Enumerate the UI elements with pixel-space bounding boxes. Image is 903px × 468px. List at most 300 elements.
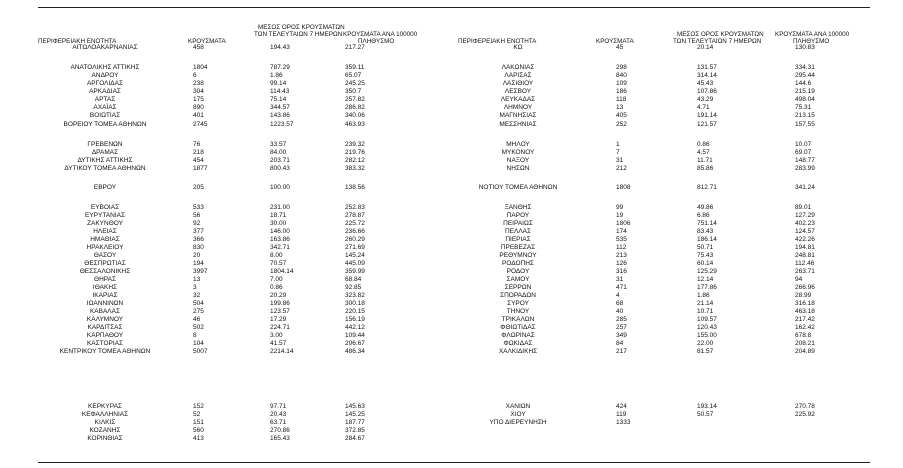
- avg-cell: 99.14: [270, 80, 287, 87]
- avg-cell: 314.14: [697, 72, 717, 79]
- avg-cell: 224.71: [270, 324, 290, 331]
- table-row: [38, 112, 448, 120]
- cases-cell: 32: [193, 292, 201, 299]
- avg-cell: 177.86: [697, 284, 717, 291]
- region-cell: ΚΑΒΑΛΑΣ: [89, 308, 121, 315]
- avg-cell: 1804.14: [270, 268, 294, 275]
- avg-cell: 20.14: [697, 44, 714, 51]
- cases-cell: 186: [616, 88, 627, 95]
- region-cell: ΗΡΑΚΛΕΙΟΥ: [86, 244, 124, 251]
- cases-cell: 45: [616, 44, 624, 51]
- cases-cell: 458: [193, 44, 204, 51]
- avg-cell: 165.43: [270, 435, 290, 442]
- avg-cell: 163.86: [270, 236, 290, 243]
- table-row: [38, 141, 448, 149]
- avg-cell: 194.43: [270, 44, 290, 51]
- table-row: [458, 64, 870, 72]
- table-row: [38, 340, 448, 348]
- region-cell: ΠΕΛΛΑΣ: [504, 228, 532, 235]
- avg-cell: 21.14: [697, 300, 714, 307]
- per100k-cell: 316.18: [795, 300, 815, 307]
- header-per100k-line1: ΚΡΟΥΣΜΑΤΑ ΑΝΑ 100000: [775, 31, 850, 38]
- cases-cell: 175: [193, 96, 204, 103]
- table-row: [38, 348, 448, 356]
- avg-cell: 84.00: [270, 149, 287, 156]
- per100k-cell: 678.8: [795, 332, 812, 339]
- table-row: [38, 252, 448, 260]
- per100k-cell: 124.57: [795, 228, 815, 235]
- cases-cell: 471: [616, 284, 627, 291]
- avg-cell: 85.86: [697, 165, 714, 172]
- per100k-cell: 220.15: [345, 308, 365, 315]
- region-cell: ΗΜΑΘΙΑΣ: [90, 236, 120, 243]
- table-row: [38, 435, 448, 443]
- per100k-cell: 144.6: [795, 80, 812, 87]
- header-region: ΠΕΡΙΦΕΡΕΙΑΚΗ ΕΝΟΤΗΤΑ: [38, 38, 117, 45]
- avg-cell: 1.86: [270, 72, 283, 79]
- region-cell: ΜΥΚΟΝΟΥ: [501, 149, 535, 156]
- region-cell: ΝΗΣΩΝ: [506, 165, 530, 172]
- per100k-cell: 75.31: [795, 104, 812, 111]
- per100k-cell: 341.24: [795, 184, 815, 191]
- per100k-cell: 257.82: [345, 96, 365, 103]
- avg-cell: 10.71: [697, 308, 714, 315]
- cases-cell: 1: [616, 141, 620, 148]
- table-row: [38, 44, 448, 52]
- avg-cell: 11.71: [697, 157, 713, 164]
- per100k-cell: 145.25: [345, 411, 365, 418]
- table-row: [458, 308, 870, 316]
- avg-cell: 75.43: [697, 252, 714, 259]
- table-row: [458, 149, 870, 157]
- table-row: [458, 284, 870, 292]
- avg-cell: 131.57: [697, 64, 717, 71]
- region-cell: ΚΑΣΤΟΡΙΑΣ: [86, 340, 124, 347]
- cases-cell: 3: [193, 284, 197, 291]
- per100k-cell: 463.93: [345, 121, 365, 128]
- cases-cell: 830: [193, 244, 204, 251]
- table-row: [38, 427, 448, 435]
- header-avg-line2: ΤΩΝ ΤΕΛΕΥΤΑΙΩΝ 7 ΗΜΕΡΩΝ: [254, 31, 343, 38]
- bottom-rule: [38, 462, 870, 463]
- region-cell: ΒΟΡΕΙΟΥ ΤΟΜΕΑ ΑΘΗΝΩΝ: [63, 121, 147, 128]
- per100k-cell: 263.71: [795, 268, 815, 275]
- cases-cell: 84: [616, 340, 624, 347]
- table-row: [38, 292, 448, 300]
- avg-cell: 0.86: [697, 141, 710, 148]
- table-row: [38, 157, 448, 165]
- cases-cell: 252: [616, 121, 627, 128]
- avg-cell: 12.14: [697, 276, 714, 283]
- per100k-cell: 213.15: [795, 112, 815, 119]
- region-cell: ΛΕΣΒΟΥ: [504, 88, 532, 95]
- region-cell: ΧΑΝΙΩΝ: [505, 403, 531, 410]
- region-cell: ΛΑΚΩΝΙΑΣ: [501, 64, 535, 71]
- cases-cell: 31: [616, 276, 624, 283]
- avg-cell: 4.57: [697, 149, 710, 156]
- header-per100k-line1: ΚΡΟΥΣΜΑΤΑ ΑΝΑ 100000: [343, 31, 418, 38]
- per100k-cell: 65.07: [345, 72, 362, 79]
- avg-cell: 43.29: [697, 96, 714, 103]
- per100k-cell: 248.81: [795, 252, 815, 259]
- region-cell: ΔΡΑΜΑΣ: [91, 149, 119, 156]
- cases-cell: 535: [616, 236, 627, 243]
- table-row: [458, 236, 870, 244]
- region-cell: ΖΑΚΥΝΘΟΥ: [87, 220, 123, 227]
- per100k-cell: 372.85: [345, 427, 365, 434]
- table-row: [458, 332, 870, 340]
- region-cell: ΔΥΤΙΚΟΥ ΤΟΜΕΑ ΑΘΗΝΩΝ: [64, 165, 146, 172]
- per100k-cell: 300.18: [345, 300, 365, 307]
- avg-cell: 22.00: [697, 340, 714, 347]
- header-per100k-line2: ΠΛΗΘΥΣΜΟ: [793, 38, 830, 45]
- cases-cell: 112: [616, 244, 627, 251]
- per100k-cell: 334.31: [795, 64, 815, 71]
- region-cell: ΣΥΡΟΥ: [507, 300, 529, 307]
- region-cell: ΘΕΣΠΡΩΤΙΑΣ: [84, 260, 126, 267]
- table-row: [458, 276, 870, 284]
- cases-cell: 46: [193, 316, 201, 323]
- per100k-cell: 10.07: [795, 141, 812, 148]
- region-cell: ΦΘΙΩΤΙΔΑΣ: [500, 324, 536, 331]
- region-cell: ΡΟΔΟΠΗΣ: [502, 260, 534, 267]
- avg-cell: 123.57: [270, 308, 290, 315]
- per100k-cell: 271.69: [345, 244, 365, 251]
- cases-cell: 504: [193, 300, 204, 307]
- cases-cell: 454: [193, 157, 204, 164]
- cases-cell: 6: [193, 72, 197, 79]
- per100k-cell: 239.32: [345, 141, 365, 148]
- table-row: [458, 228, 870, 236]
- region-cell: ΜΗΛΟΥ: [506, 141, 530, 148]
- table-row: [38, 64, 448, 72]
- per100k-cell: 463.18: [795, 308, 815, 315]
- region-cell: ΑΝΔΡΟΥ: [91, 72, 119, 79]
- region-cell: ΧΙΟΥ: [510, 411, 526, 418]
- table-row: [38, 104, 448, 112]
- table-row: [38, 80, 448, 88]
- avg-cell: 125.29: [697, 268, 717, 275]
- table-row: [38, 244, 448, 252]
- table-row: [458, 324, 870, 332]
- table-row: [38, 284, 448, 292]
- table-row: [458, 316, 870, 324]
- cases-cell: 413: [193, 435, 204, 442]
- table-row: [38, 88, 448, 96]
- avg-cell: 751.14: [697, 220, 717, 227]
- region-cell: ΚΕΝΤΡΙΚΟΥ ΤΟΜΕΑ ΑΘΗΝΩΝ: [59, 348, 151, 355]
- region-cell: ΚΕΦΑΛΛΗΝΙΑΣ: [81, 411, 129, 418]
- per100k-cell: 225.72: [345, 220, 365, 227]
- region-cell: ΝΑΞΟΥ: [506, 157, 530, 164]
- per100k-cell: 89.01: [795, 204, 812, 211]
- avg-cell: 63.71: [270, 419, 287, 426]
- per100k-cell: 282.12: [345, 157, 365, 164]
- cases-cell: 119: [616, 411, 627, 418]
- cases-cell: 8: [193, 332, 197, 339]
- region-cell: ΠΙΕΡΙΑΣ: [505, 236, 531, 243]
- cases-cell: 205: [193, 184, 204, 191]
- avg-cell: 121.57: [697, 121, 717, 128]
- region-cell: ΓΡΕΒΕΝΩΝ: [87, 141, 123, 148]
- table-row: [38, 403, 448, 411]
- table-row: [458, 80, 870, 88]
- per100k-cell: 194.81: [795, 244, 815, 251]
- avg-cell: 0.86: [270, 284, 283, 291]
- cases-cell: 13: [193, 276, 201, 283]
- cases-cell: 401: [193, 112, 204, 119]
- header-avg-line2: ΤΩΝ ΤΕΛΕΥΤΑΙΩΝ 7 ΗΜΕΡΩΝ: [673, 38, 762, 45]
- table-row: [458, 212, 870, 220]
- avg-cell: 75.14: [270, 96, 287, 103]
- region-cell: ΝΟΤΙΟΥ ΤΟΜΕΑ ΑΘΗΝΩΝ: [478, 184, 558, 191]
- table-row: [38, 332, 448, 340]
- per100k-cell: 422.26: [795, 236, 815, 243]
- table-row: [458, 141, 870, 149]
- cases-cell: 304: [193, 88, 204, 95]
- region-cell: ΡΕΘΥΜΝΟΥ: [499, 252, 537, 259]
- cases-cell: 533: [193, 204, 204, 211]
- table-row: [458, 104, 870, 112]
- per100k-cell: 383.32: [345, 165, 365, 172]
- region-cell: ΠΡΕΒΕΖΑΣ: [500, 244, 536, 251]
- cases-cell: 212: [616, 165, 627, 172]
- cases-cell: 152: [193, 403, 204, 410]
- table-row: [38, 149, 448, 157]
- cases-cell: 118: [616, 96, 627, 103]
- region-cell: ΗΛΕΙΑΣ: [93, 228, 117, 235]
- avg-cell: 146.00: [270, 228, 290, 235]
- cases-cell: 31: [616, 157, 624, 164]
- table-row: [458, 419, 870, 427]
- per100k-cell: 145.63: [345, 403, 365, 410]
- region-cell: ΥΠΟ ΔΙΕΡΕΥΝΗΣΗ: [489, 419, 547, 426]
- region-cell: ΚΟΖΑΝΗΣ: [89, 427, 121, 434]
- per100k-cell: 94: [795, 276, 803, 283]
- avg-cell: 155.00: [697, 332, 717, 339]
- avg-cell: 20.29: [270, 292, 287, 299]
- avg-cell: 17.29: [270, 316, 287, 323]
- cases-cell: 104: [193, 340, 204, 347]
- cases-cell: 13: [616, 104, 624, 111]
- header-region: ΠΕΡΙΦΕΡΕΙΑΚΗ ΕΝΟΤΗΤΑ: [458, 38, 537, 45]
- cases-cell: 68: [616, 300, 624, 307]
- header-avg-line1: ΜΕΣΟΣ ΟΡΟΣ ΚΡΟΥΣΜΑΤΩΝ: [258, 24, 345, 31]
- per100k-cell: 283.99: [795, 165, 815, 172]
- region-cell: ΠΑΡΟΥ: [506, 212, 530, 219]
- avg-cell: 270.86: [270, 427, 290, 434]
- region-cell: ΦΩΚΙΔΑΣ: [503, 340, 533, 347]
- avg-cell: 1.86: [697, 292, 710, 299]
- per100k-cell: 284.67: [345, 435, 365, 442]
- cases-cell: 126: [616, 260, 627, 267]
- avg-cell: 199.86: [270, 300, 290, 307]
- region-cell: ΜΑΓΝΗΣΙΑΣ: [499, 112, 537, 119]
- table-row: [458, 184, 870, 192]
- table-row: [458, 96, 870, 104]
- table-row: [458, 112, 870, 120]
- avg-cell: 8.00: [270, 252, 283, 259]
- cases-cell: 213: [616, 252, 627, 259]
- region-cell: ΙΚΑΡΙΑΣ: [92, 292, 118, 299]
- per100k-cell: 498.04: [795, 96, 815, 103]
- avg-cell: 800.43: [270, 165, 290, 172]
- region-cell: ΕΥΡΥΤΑΝΙΑΣ: [84, 212, 126, 219]
- avg-cell: 50.71: [697, 244, 714, 251]
- avg-cell: 33.57: [270, 141, 287, 148]
- avg-cell: 7.00: [270, 276, 283, 283]
- table-row: [38, 276, 448, 284]
- region-cell: ΑΙΤΩΛΟΑΚΑΡΝΑΝΙΑΣ: [72, 44, 138, 51]
- table-row: [38, 324, 448, 332]
- avg-cell: 49.86: [697, 204, 714, 211]
- region-cell: ΙΘΑΚΗΣ: [92, 284, 118, 291]
- region-cell: ΕΥΒΟΙΑΣ: [90, 204, 120, 211]
- cases-cell: 366: [193, 236, 204, 243]
- table-row: [458, 300, 870, 308]
- cases-cell: 502: [193, 324, 204, 331]
- cases-cell: 174: [616, 228, 627, 235]
- table-row: [38, 308, 448, 316]
- table-row: [38, 212, 448, 220]
- table-row: [458, 411, 870, 419]
- cases-cell: 840: [616, 72, 627, 79]
- avg-cell: 18.71: [270, 212, 287, 219]
- cases-cell: 7: [616, 149, 620, 156]
- region-cell: ΛΑΣΙΘΙΟΥ: [502, 80, 534, 87]
- per100k-cell: 157.55: [795, 121, 815, 128]
- region-cell: ΚΟΡΙΝΘΙΑΣ: [87, 435, 123, 442]
- per100k-cell: 156.19: [345, 316, 365, 323]
- per100k-cell: 323.82: [345, 292, 365, 299]
- per100k-cell: 225.92: [795, 411, 815, 418]
- avg-cell: 186.14: [697, 236, 717, 243]
- table-row: [458, 72, 870, 80]
- per100k-cell: 260.29: [345, 236, 365, 243]
- cases-cell: 890: [193, 104, 204, 111]
- per100k-cell: 112.46: [795, 260, 815, 267]
- cases-cell: 5007: [193, 348, 208, 355]
- table-row: [38, 121, 448, 129]
- cases-cell: 1804: [193, 64, 208, 71]
- table-row: [38, 165, 448, 173]
- per100k-cell: 295.44: [795, 72, 815, 79]
- table-row: [458, 44, 870, 52]
- per100k-cell: 402.23: [795, 220, 815, 227]
- avg-cell: 342.71: [270, 244, 290, 251]
- cases-cell: 76: [193, 141, 201, 148]
- region-cell: ΛΕΥΚΑΔΑΣ: [500, 96, 536, 103]
- per100k-cell: 350.7: [345, 88, 362, 95]
- table-row: [38, 268, 448, 276]
- cases-cell: 349: [616, 332, 627, 339]
- table-row: [38, 419, 448, 427]
- region-cell: ΤΗΝΟΥ: [506, 308, 530, 315]
- avg-cell: 193.14: [697, 403, 717, 410]
- cases-cell: 3997: [193, 268, 208, 275]
- cases-cell: 316: [616, 268, 627, 275]
- region-cell: ΜΕΣΣΗΝΙΑΣ: [499, 121, 537, 128]
- per100k-cell: 236.66: [345, 228, 365, 235]
- avg-cell: 787.29: [270, 64, 290, 71]
- per100k-cell: 278.87: [345, 212, 365, 219]
- cases-cell: 405: [616, 112, 627, 119]
- per100k-cell: 208.21: [795, 340, 815, 347]
- region-cell: ΡΟΔΟΥ: [506, 268, 530, 275]
- table-row: [38, 72, 448, 80]
- region-cell: ΣΠΟΡΑΔΩΝ: [500, 292, 536, 299]
- per100k-cell: 69.07: [795, 149, 812, 156]
- per100k-cell: 92.85: [345, 284, 362, 291]
- avg-cell: 231.00: [270, 204, 290, 211]
- cases-cell: 2745: [193, 121, 208, 128]
- cases-cell: 298: [616, 64, 627, 71]
- region-cell: ΘΗΡΑΣ: [94, 276, 116, 283]
- cases-cell: 218: [193, 149, 204, 156]
- region-cell: ΧΑΛΚΙΔΙΚΗΣ: [498, 348, 538, 355]
- avg-cell: 30.00: [270, 220, 287, 227]
- table-row: [458, 244, 870, 252]
- table-row: [458, 252, 870, 260]
- cases-cell: 109: [616, 80, 627, 87]
- cases-cell: 92: [193, 220, 201, 227]
- per100k-cell: 138.56: [345, 184, 365, 191]
- avg-cell: 100.00: [270, 184, 290, 191]
- avg-cell: 70.57: [270, 260, 287, 267]
- avg-cell: 45.43: [697, 80, 714, 87]
- table-row: [458, 348, 870, 356]
- region-cell: ΚΙΛΚΙΣ: [94, 419, 116, 426]
- table-row: [458, 88, 870, 96]
- avg-cell: 4.71: [697, 104, 710, 111]
- region-cell: ΕΒΡΟΥ: [93, 184, 117, 191]
- per100k-cell: 109.44: [345, 332, 365, 339]
- per100k-cell: 359.11: [345, 64, 365, 71]
- table-row: [38, 220, 448, 228]
- region-cell: ΚΑΡΠΑΘΟΥ: [86, 332, 124, 339]
- region-cell: ΚΩ: [513, 44, 523, 51]
- cases-cell: 194: [193, 260, 204, 267]
- table-row: [38, 96, 448, 104]
- cases-cell: 560: [193, 427, 204, 434]
- table-row: [38, 184, 448, 192]
- per100k-cell: 286.82: [345, 104, 365, 111]
- table-row: [458, 121, 870, 129]
- avg-cell: 60.14: [697, 260, 714, 267]
- avg-cell: 107.86: [697, 88, 717, 95]
- region-cell: ΙΩΑΝΝΙΝΩΝ: [86, 300, 124, 307]
- header-cases: ΚΡΟΥΣΜΑΤΑ: [596, 38, 634, 45]
- cases-cell: 238: [193, 80, 204, 87]
- region-cell: ΛΗΜΝΟΥ: [503, 104, 533, 111]
- table-row: [458, 157, 870, 165]
- region-cell: ΒΟΙΩΤΙΑΣ: [89, 112, 121, 119]
- per100k-cell: 127.29: [795, 212, 815, 219]
- cases-cell: 1877: [193, 165, 208, 172]
- avg-cell: 81.57: [697, 348, 714, 355]
- region-cell: ΦΛΩΡΙΝΑΣ: [501, 332, 535, 339]
- per100k-cell: 162.42: [795, 324, 815, 331]
- per100k-cell: 219.76: [345, 149, 365, 156]
- avg-cell: 344.57: [270, 104, 290, 111]
- per100k-cell: 68.84: [345, 276, 362, 283]
- per100k-cell: 245.25: [345, 80, 365, 87]
- region-cell: ΑΡΚΑΔΙΑΣ: [89, 88, 121, 95]
- top-rule: [38, 7, 870, 8]
- cases-cell: 1806: [616, 220, 631, 227]
- cases-cell: 99: [616, 204, 624, 211]
- per100k-cell: 148.77: [795, 157, 815, 164]
